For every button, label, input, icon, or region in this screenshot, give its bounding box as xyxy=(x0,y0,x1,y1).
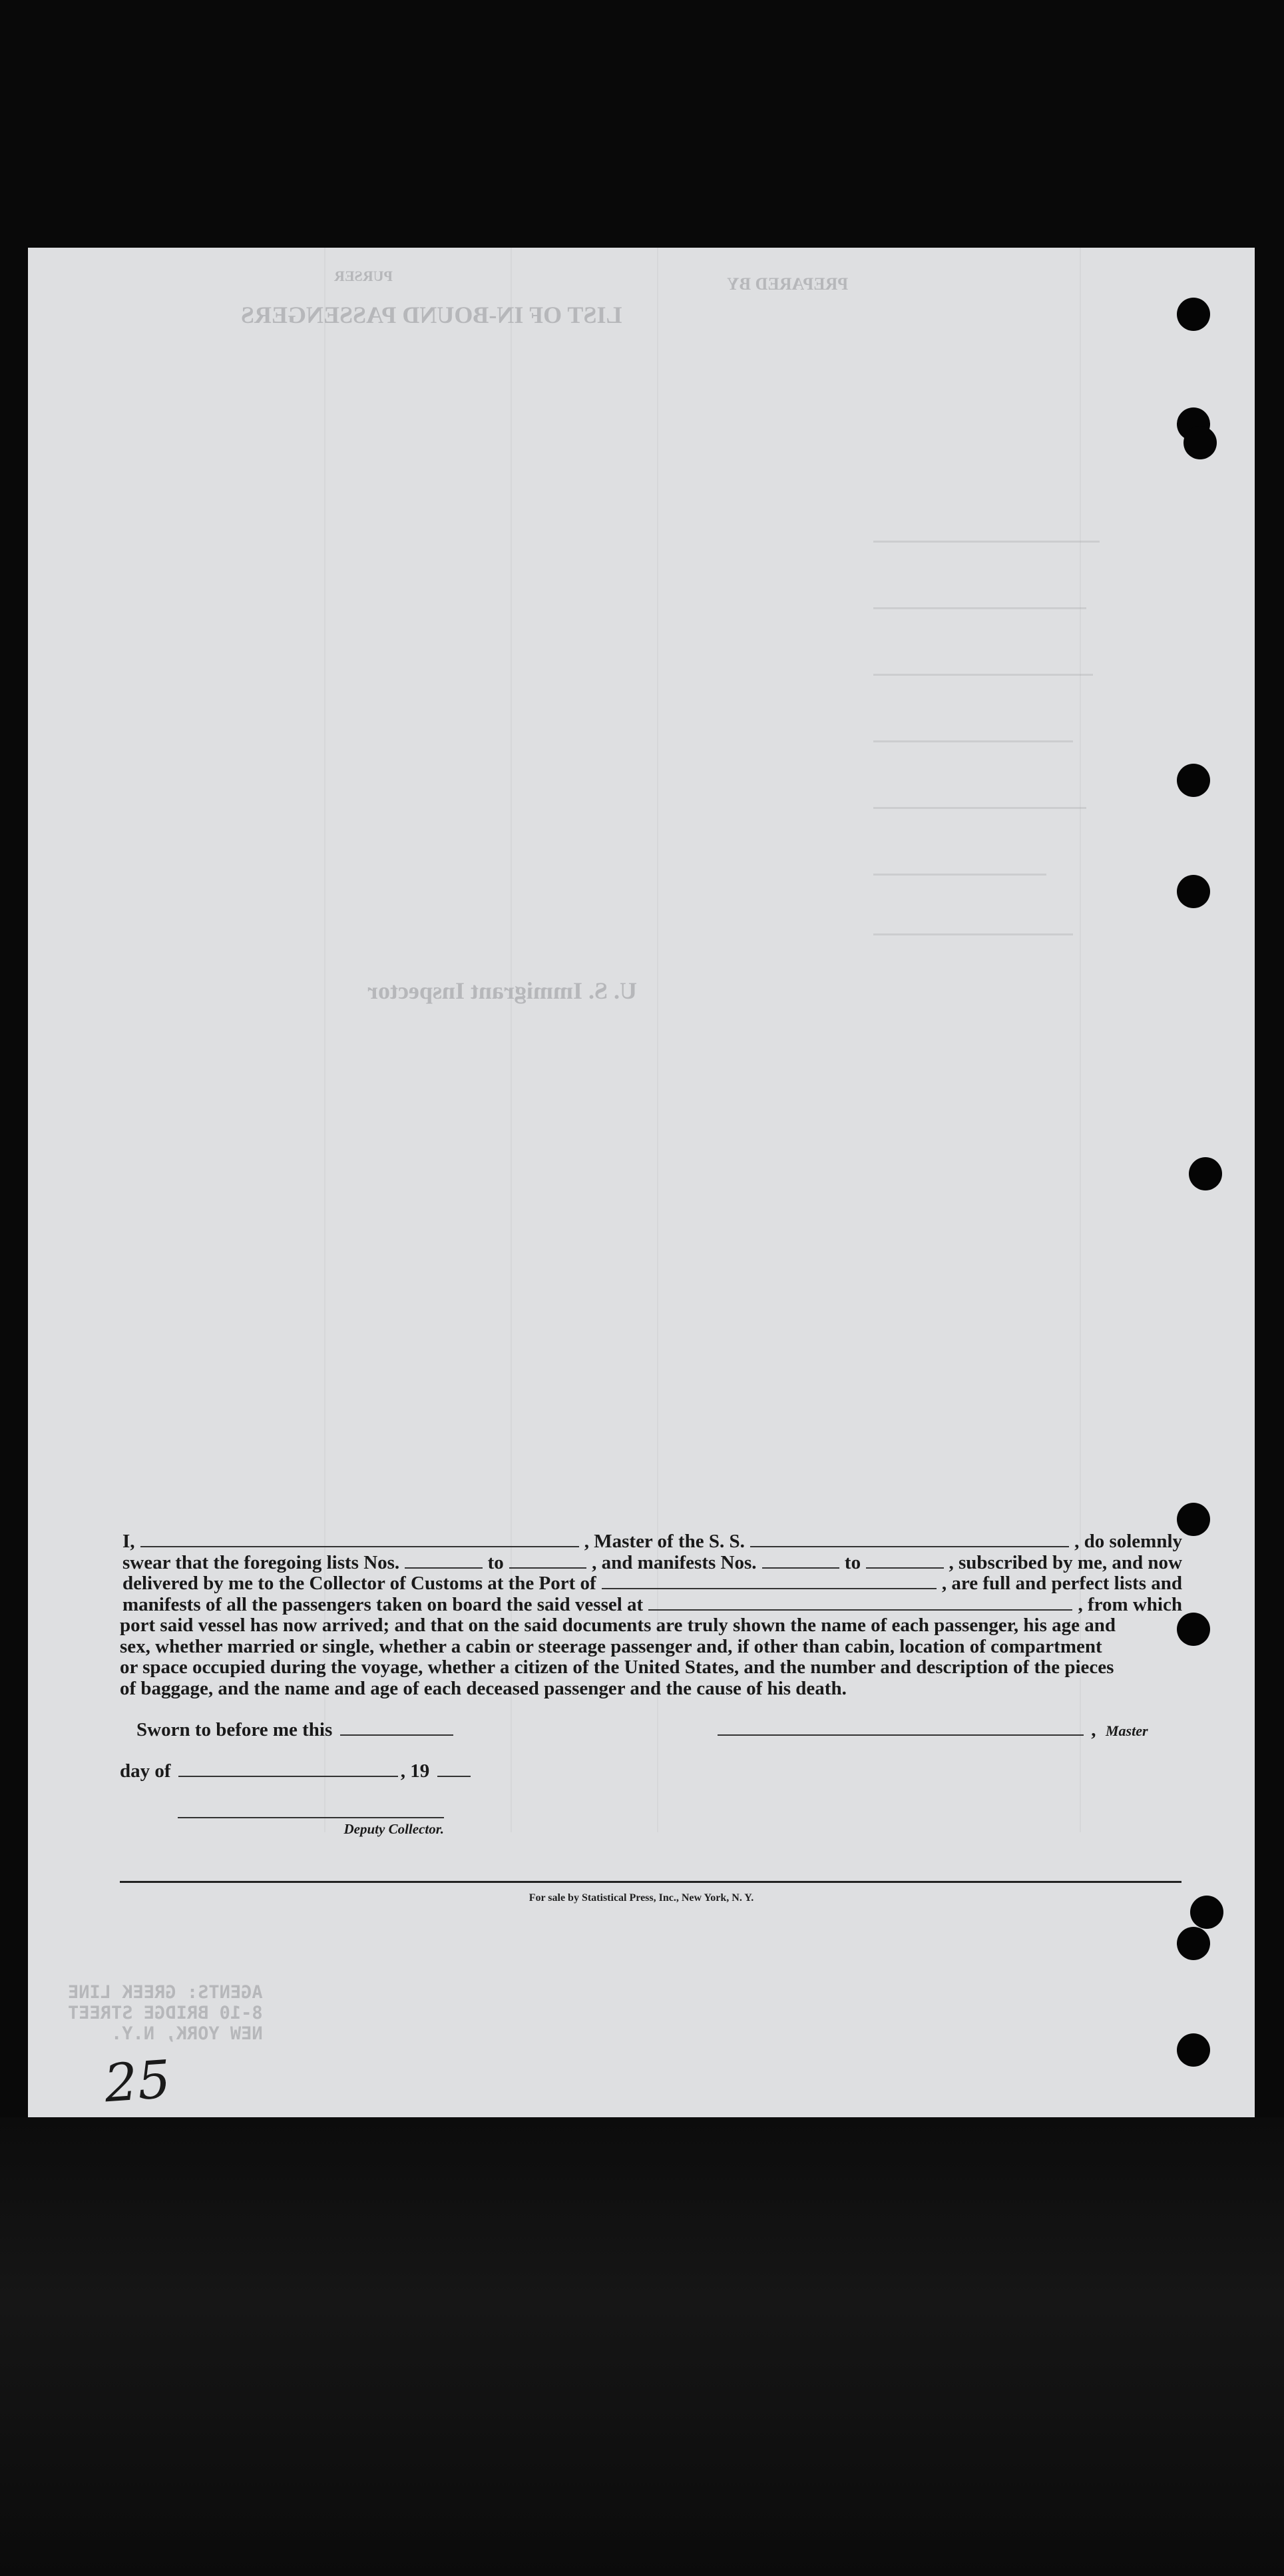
oath-text: , from which xyxy=(1078,1593,1182,1615)
ghost-agents-stamp: AGENTS: GREEK LINE 8-10 BRIDGE STREET NEW YORK, N.Y. xyxy=(68,1982,263,2044)
oath-text: , and manifests Nos. xyxy=(592,1551,757,1573)
oath-line xyxy=(120,1678,1185,1700)
oath-blank xyxy=(762,1553,839,1569)
ghost-purser: PURSER xyxy=(334,268,393,284)
oath-line xyxy=(120,1573,1185,1595)
oath-text: to xyxy=(844,1551,861,1573)
punch-hole xyxy=(1183,426,1217,459)
oath-text: of baggage, and the name and age of each deceased passenger and the cause of his death. xyxy=(120,1677,847,1699)
ghost-entry xyxy=(873,607,1086,609)
sworn-day-blank xyxy=(340,1720,453,1736)
scanner-background xyxy=(0,2117,1284,2576)
oath-text: sex, whether married or single, whether a cabin or steerage passenger and, if other than cabin, location of compartment xyxy=(120,1635,1102,1657)
ghost-entry xyxy=(873,874,1046,876)
oath-text: , do solemnly xyxy=(1074,1531,1182,1552)
punch-hole xyxy=(1177,2033,1210,2067)
master-signature: , Master xyxy=(715,1719,1148,1741)
deputy-signature-blank xyxy=(178,1802,444,1818)
oath-text: I, xyxy=(122,1531,135,1552)
ghost-inspector-stamp: U. S. Immigrant Inspector xyxy=(367,977,637,1004)
oath-text: or space occupied during the voyage, whether a citizen of the United States, and the number and description of the pieces xyxy=(120,1657,1114,1678)
oath-blank xyxy=(750,1531,1069,1547)
punch-hole xyxy=(1177,1503,1210,1536)
oath-text: , subscribed by me, and now xyxy=(949,1551,1182,1573)
oath-text: to xyxy=(487,1551,504,1573)
oath-text: manifests of all the passengers taken on board the said vessel at xyxy=(122,1593,644,1615)
oath-text: port said vessel has now arrived; and that on the said documents are truly shown the name of each passenger, his age and xyxy=(120,1615,1116,1636)
ghost-entry xyxy=(873,541,1100,543)
punch-hole xyxy=(1177,1927,1210,1960)
ghost-entry xyxy=(873,740,1073,742)
deputy-collector: Deputy Collector. xyxy=(178,1802,444,1838)
master-oath xyxy=(120,1531,1185,1699)
sworn-line: Sworn to before me this xyxy=(136,1719,456,1741)
oath-line xyxy=(120,1595,1185,1616)
oath-text: delivered by me to the Collector of Customs at the Port of xyxy=(122,1573,596,1594)
ghost-list-title: LIST OF IN-BOUND PASSENGERS xyxy=(241,302,622,328)
punch-hole xyxy=(1190,1896,1223,1929)
ghost-entry xyxy=(873,933,1073,935)
oath-line xyxy=(120,1531,1185,1553)
punch-hole xyxy=(1177,764,1210,797)
punch-hole xyxy=(1177,298,1210,331)
oath-blank xyxy=(509,1553,586,1569)
master-signature-blank xyxy=(718,1720,1084,1736)
ghost-entry xyxy=(873,674,1093,676)
punch-hole xyxy=(1189,1157,1222,1190)
punch-hole xyxy=(1177,1613,1210,1646)
oath-blank xyxy=(140,1531,579,1547)
oath-text: swear that the foregoing lists Nos. xyxy=(122,1551,400,1573)
punch-hole xyxy=(1177,875,1210,908)
year-blank xyxy=(437,1761,471,1777)
oath-text: , Master of the S. S. xyxy=(584,1531,745,1552)
oath-blank xyxy=(602,1573,937,1589)
ghost-prepared-by: PREPARED BY xyxy=(727,274,849,294)
oath-blank xyxy=(405,1553,482,1569)
printer-imprint: For sale by Statistical Press, Inc., New York, N. Y. xyxy=(529,1892,754,1904)
oath-line xyxy=(120,1657,1185,1678)
oath-line xyxy=(120,1637,1185,1658)
oath-blank xyxy=(866,1553,943,1569)
oath-line xyxy=(120,1615,1185,1637)
month-blank xyxy=(178,1761,398,1777)
footer-rule xyxy=(120,1881,1181,1883)
oath-blank xyxy=(648,1595,1072,1611)
handwritten-page-number: 25 xyxy=(102,2049,173,2115)
oath-text: , are full and perfect lists and xyxy=(941,1573,1182,1594)
day-of-line: day of , 19 xyxy=(120,1760,473,1782)
manifest-page xyxy=(28,248,1255,2117)
oath-line xyxy=(120,1553,1185,1574)
ghost-entry xyxy=(873,807,1086,809)
